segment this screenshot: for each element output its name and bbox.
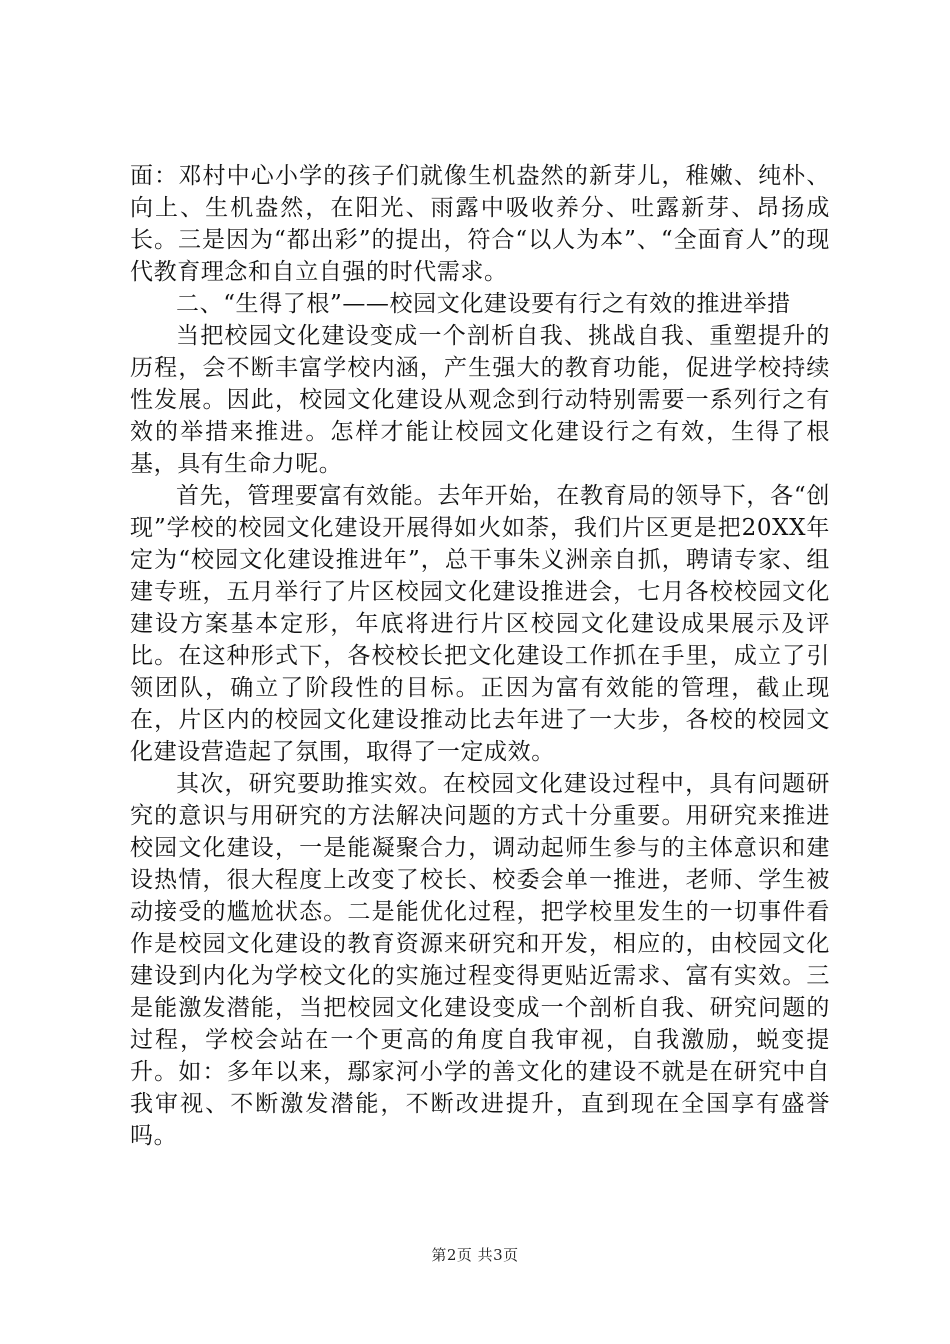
section-heading: 二、“生得了根”——校园文化建设要有行之有效的推进举措 [176, 291, 791, 317]
paragraph-continuation: 面：邓村中心小学的孩子们就像生机盎然的新芽儿，稚嫩、纯朴、向上、生机盎然，在阳光、雨露中吸收养分、吐露新芽、昂扬成长。三是因为“都出彩”的提出，符合“以人为本”、“全面育人”的现代教育理念和自立自强的时代需求。 [130, 163, 830, 285]
page-footer: 第2页 共3页 [431, 1246, 519, 1264]
paragraph-management: 首先，管理要富有效能。去年开始，在教育局的领导下，各“创现”学校的校园文化建设开展得如火如荼，我们片区更是把20XX年定为“校园文化建设推进年”，总干事朱义洲亲自抓，聘请专家、组建专班，五月举行了片区校园文化建设推进会，七月各校校园文化建设方案基本定形，年底将进行片区校园文化建设成果展示及评比。在这种形式下，各校校长把文化建设工作抓在手里，成立了引领团队，确立了阶段性的目标。正因为富有效能的管理，截止现在，片区内的校园文化建设推动比去年进了一大步，各校的校园文化建设营造起了氛围，取得了一定成效。 [130, 483, 830, 765]
document-body [130, 160, 830, 1152]
paragraph-research: 其次，研究要助推实效。在校园文化建设过程中，具有问题研究的意识与用研究的方法解决问题的方式十分重要。用研究来推进校园文化建设，一是能凝聚合力，调动起师生参与的主体意识和建设热情，很大程度上改变了校长、校委会单一推进，老师、学生被动接受的尴尬状态。二是能优化过程，把学校里发生的一切事件看作是校园文化建设的教育资源来研究和开发，相应的，由校园文化建设到内化为学校文化的实施过程变得更贴近需求、富有实效。三是能激发潜能，当把校园文化建设变成一个剖析自我、研究问题的过程，学校会站在一个更高的角度自我审视，自我激励，蜕变提升。如：多年以来，鄢家河小学的善文化的建设不就是在研究中自我审视、不断激发潜能，不断改进提升，直到现在全国享有盛誉吗。 [130, 771, 830, 1149]
paragraph-intro: 当把校园文化建设变成一个剖析自我、挑战自我、重塑提升的历程，会不断丰富学校内涵，产生强大的教育功能，促进学校持续性发展。因此，校园文化建设从观念到行动特别需要一系列行之有效的举措来推进。怎样才能让校园文化建设行之有效，生得了根基，具有生命力呢。 [130, 323, 830, 477]
